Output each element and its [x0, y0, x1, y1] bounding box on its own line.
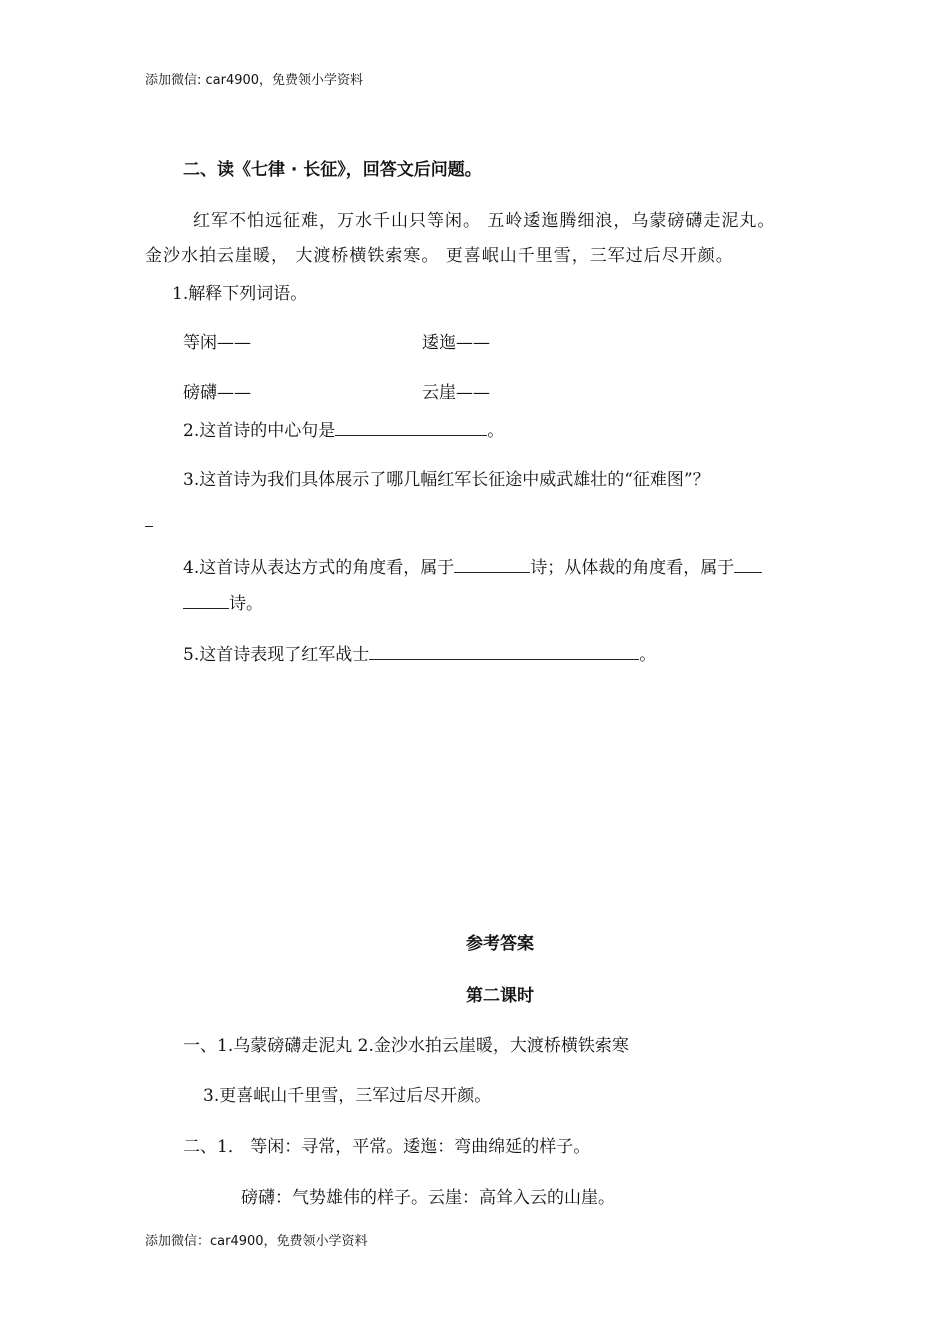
answer-line-4: 磅礴：气势雄伟的样子。云崖：高耸入云的山崖。 — [241, 1188, 615, 1208]
answer-blank-4b[interactable] — [734, 557, 762, 573]
answer-blank-3[interactable] — [145, 526, 153, 527]
question-1-prompt: 1.解释下列词语。 — [172, 284, 308, 304]
question-4-suffix: 诗。 — [229, 594, 263, 614]
question-4 — [183, 557, 762, 579]
term-yunya: 云崖—— — [422, 383, 490, 403]
question-4-middle: 诗；从体裁的角度看，属于 — [530, 558, 735, 578]
answer-line-2: 3.更喜岷山千里雪，三军过后尽开颜。 — [203, 1086, 492, 1106]
answer-blank-5[interactable] — [369, 644, 639, 660]
question-2-text: 2.这首诗的中心句是 — [183, 421, 336, 441]
header-note: 添加微信: car4900，免费领小学资料 — [145, 73, 364, 88]
answer-blank-4a[interactable] — [454, 557, 530, 573]
footer-note: 添加微信：car4900，免费领小学资料 — [145, 1234, 368, 1249]
question-5-suffix: 。 — [639, 645, 657, 665]
answers-lesson: 第二课时 — [466, 986, 534, 1006]
question-5 — [183, 644, 656, 666]
poem-line-2: 金沙水拍云崖暖， 大渡桥横铁索寒。 更喜岷山千里雪，三军过后尽开颜。 — [145, 246, 734, 266]
question-2 — [183, 420, 504, 442]
answer-line-1: 一、1.乌蒙磅礴走泥丸 2.金沙水拍云崖暖，大渡桥横铁索寒 — [183, 1036, 629, 1056]
answer-blank-4b-cont[interactable] — [183, 593, 229, 609]
answer-blank-2[interactable] — [335, 420, 487, 436]
question-4-cont — [183, 593, 263, 615]
term-weiyi: 逶迤—— — [422, 333, 490, 353]
term-pangbo: 磅礴—— — [183, 383, 251, 403]
question-4-text: 4.这首诗从表达方式的角度看，属于 — [183, 558, 455, 578]
poem-line-1: 红军不怕远征难，万水千山只等闲。 五岭逶迤腾细浪，乌蒙磅礴走泥丸。 — [193, 211, 776, 231]
answers-title: 参考答案 — [466, 934, 534, 954]
answer-line-3: 二、1． 等闲：寻常，平常。逶迤：弯曲绵延的样子。 — [183, 1137, 591, 1157]
question-3: 3.这首诗为我们具体展示了哪几幅红军长征途中威武雄壮的“征难图”？ — [183, 470, 710, 490]
question-5-text: 5.这首诗表现了红军战士 — [183, 645, 370, 665]
question-2-suffix: 。 — [487, 421, 505, 441]
term-dengxian: 等闲—— — [183, 333, 251, 353]
section-title: 二、读《七律 · 长征》，回答文后问题。 — [183, 160, 482, 180]
